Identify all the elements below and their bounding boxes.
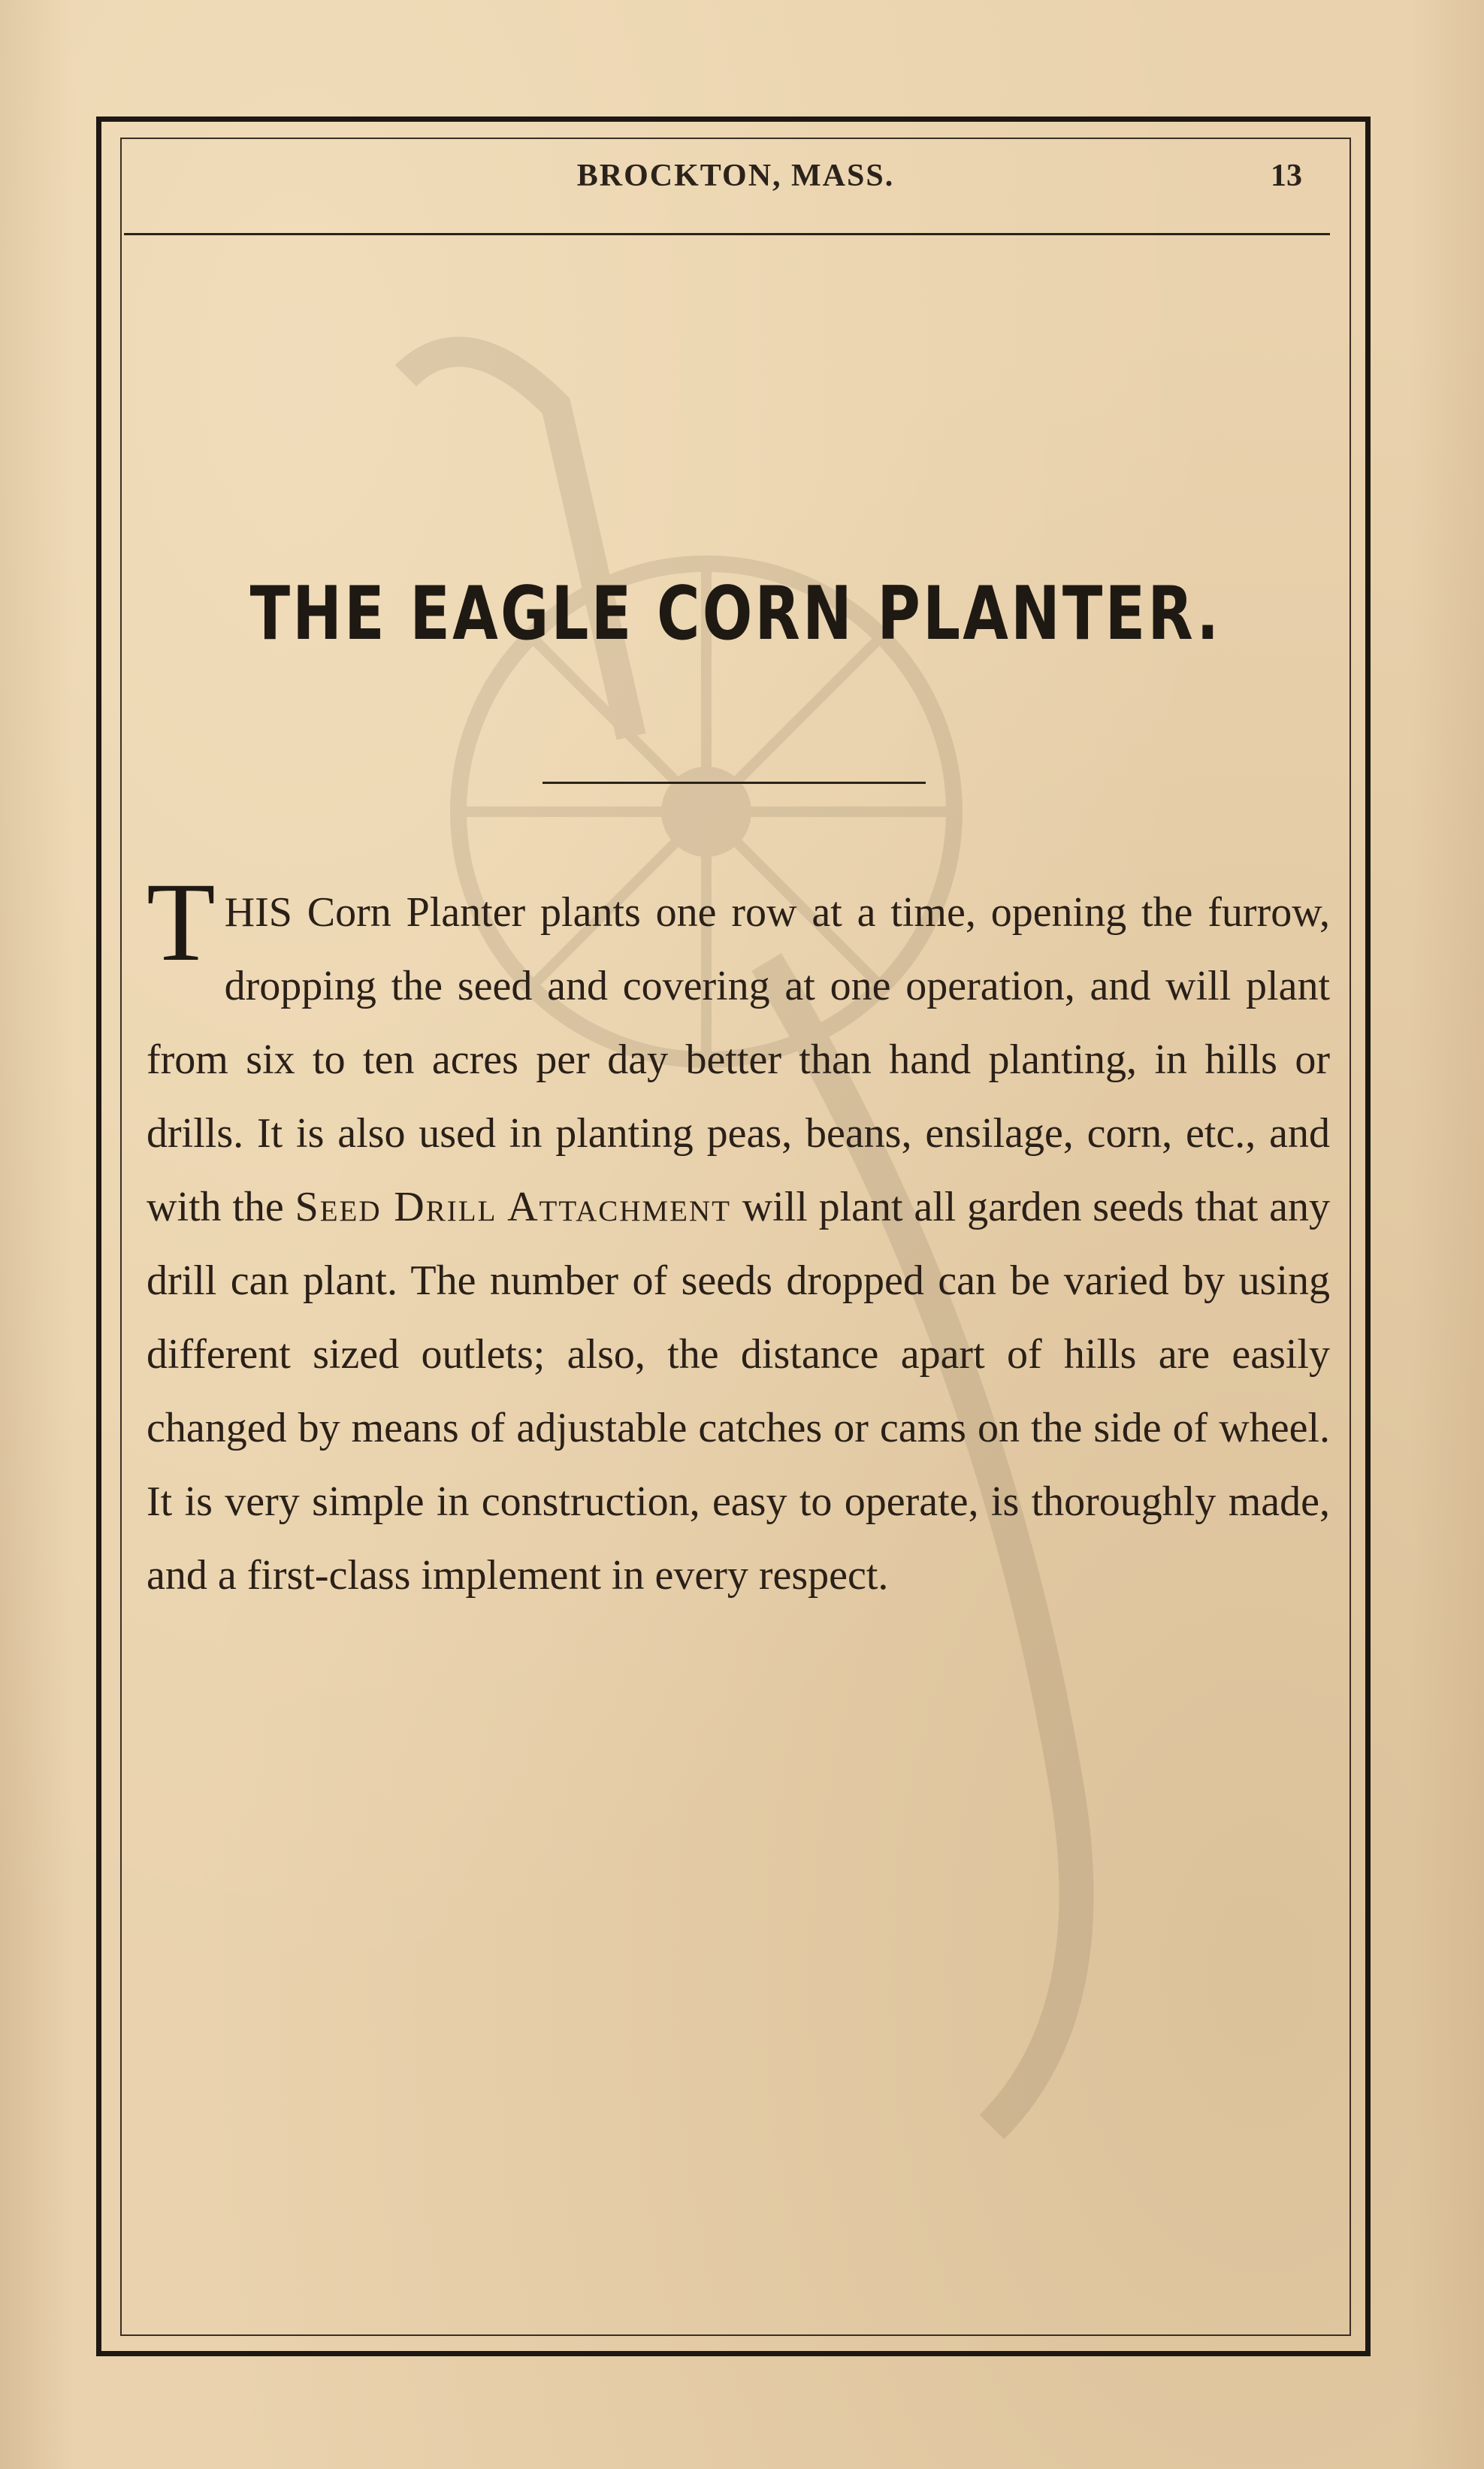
- header-rule: [124, 233, 1330, 235]
- article-title: THE EAGLE CORN PLANTER.: [249, 571, 1222, 657]
- seed-drill-attachment-term: Seed Drill Attachment: [295, 1184, 731, 1230]
- page-header: [124, 150, 1347, 210]
- title-rule: [543, 782, 926, 784]
- body-segment-2: will plant all garden seeds that any drill can plant. The number of seeds dropped can be varied by using different sized outlets; also, the distance apart of hills are easily changed by means of adjustable catches or cams on the side of wheel. It is very simple in construction, easy to operate, is thoroughly made, and a first-class implement in every respect.: [147, 1184, 1331, 1599]
- article-body: [147, 860, 1331, 1612]
- drop-cap: T: [147, 860, 216, 985]
- body-segment-1: HIS Corn Planter plants one row at a time, opening the furrow, dropping the seed and covering at one operation, and will plant from six to ten acres per day better than hand planting, in hills or drills. It is also used in planting peas, beans, ensilage, corn, etc., and with the: [147, 889, 1330, 1230]
- running-head: BROCKTON, MASS.: [576, 159, 895, 193]
- page-number: 13: [1271, 159, 1302, 193]
